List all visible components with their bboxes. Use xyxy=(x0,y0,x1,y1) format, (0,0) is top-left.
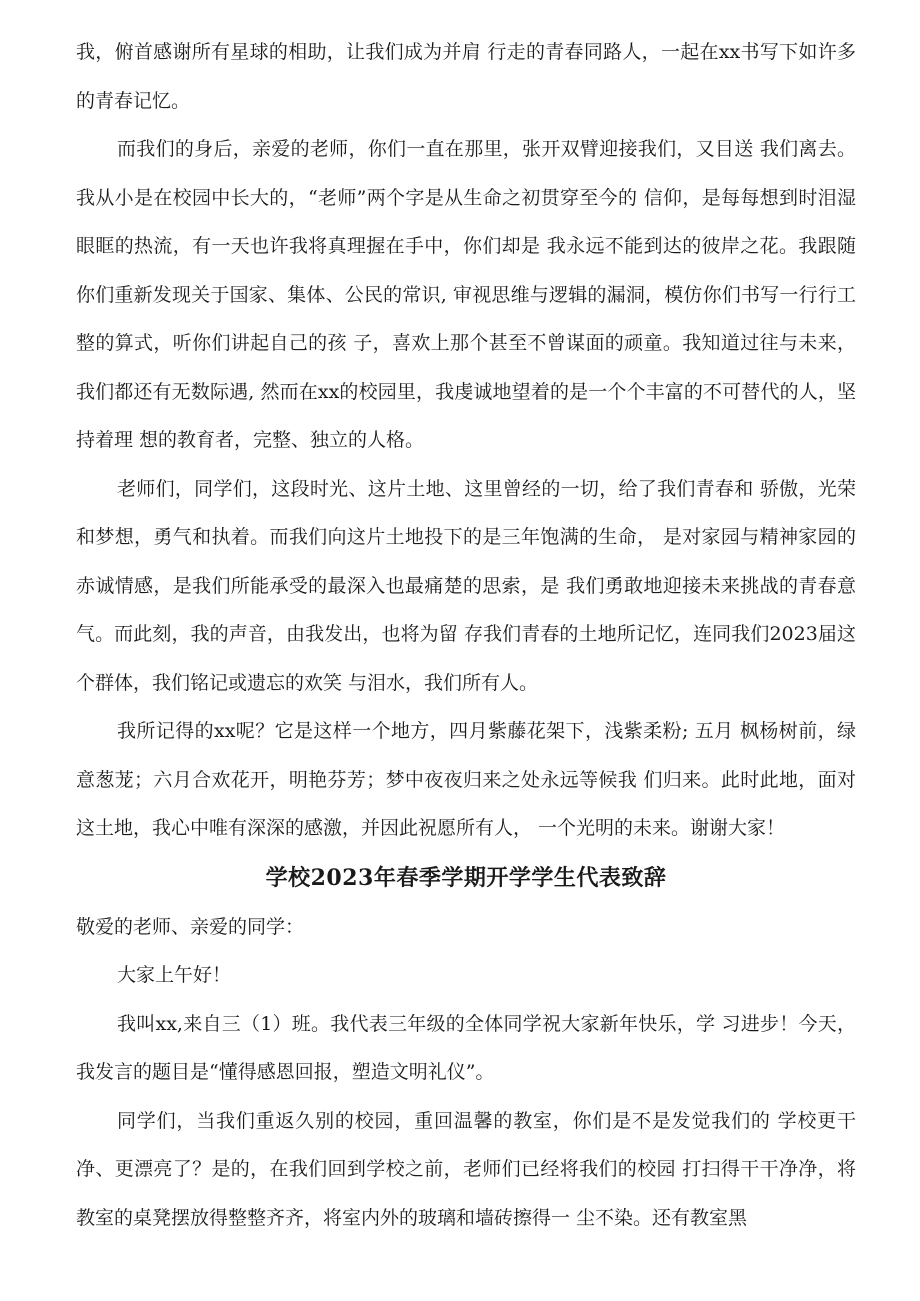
paragraph: 老师们，同学们，这段时光、这片土地、这里曾经的一切，给了我们青春和 骄傲，光荣和梦想，勇气和执着。而我们向这片土地投下的是三年饱满的生命， 是对家园与精神家园的赤诚情感，是我们所能承受的最深入也最痛楚的思索，是 我们勇敢地迎接未来挑战的青春意气。而此刻，我的声音，由我发出，也将为留 存我们青春的土地所记忆，连同我们2023届这个群体，我们铭记或遗忘的欢笑 与泪水，我们所有人。 xyxy=(76,477,856,694)
section-title xyxy=(76,853,856,903)
title-suffix: 年春季学期开学学生代表致辞 xyxy=(373,864,667,891)
paragraph: 而我们的身后，亲爱的老师，你们一直在那里，张开双臂迎接我们，又目送 我们离去。我从小是在校园中长大的，“老师”两个字是从生命之初贯穿至今的 信仰，是每每想到时泪湿眼眶的热流，有一天也许我将真理握在手中，你们却是 我永远不能到达的彼岸之花。我跟随你们重新发现关于国家、集体、公民的常识, 审视思维与逻辑的漏洞，模仿你们书写一行行工整的算式，听你们讲起自己的孩 子，喜欢上那个甚至不曾谋面的顽童。我知道过往与未来，我们都还有无数际遇, 然而在xx的校园里，我虔诚地望着的是一个个丰富的不可替代的人，坚持着理 想的教育者，完整、独立的人格。 xyxy=(76,138,856,451)
salutation: 敬爱的老师、亲爱的同学： xyxy=(76,915,305,938)
paragraph: 我，俯首感谢所有星球的相助，让我们成为并肩 行走的青春同路人，一起在xx书写下如许多的青春记忆。 xyxy=(76,41,856,112)
paragraph: 我所记得的xx呢？它是这样一个地方，四月紫藤花架下，浅紫柔粉; 五月 枫杨树前，绿意葱茏；六月合欢花开，明艳芬芳；梦中夜夜归来之处永远等候我 们归来。此时此地，面对这土地，我心中唯有深深的感激，并因此祝愿所有人， 一个光明的未来。谢谢大家！ xyxy=(76,720,856,839)
title-year: 2023 xyxy=(310,864,374,891)
paragraph: 我叫xx,来自三（1）班。我代表三年级的全体同学祝大家新年快乐，学 习进步！今天，我发言的题目是“懂得感恩回报，塑造文明礼仪”。 xyxy=(76,1012,856,1083)
greeting: 大家上午好！ xyxy=(117,964,232,986)
document-page xyxy=(76,28,856,1242)
paragraph: 同学们，当我们重返久别的校园，重回温馨的教室，你们是不是发觉我们的 学校更干净、更漂亮了？是的，在我们回到学校之前，老师们已经将我们的校园 打扫得干干净净，将教室的桌凳摆放得整整齐齐，将室内外的玻璃和墙砖擦得一 尘不染。还有教室黑 xyxy=(76,1109,856,1229)
title-prefix: 学校 xyxy=(265,864,311,891)
